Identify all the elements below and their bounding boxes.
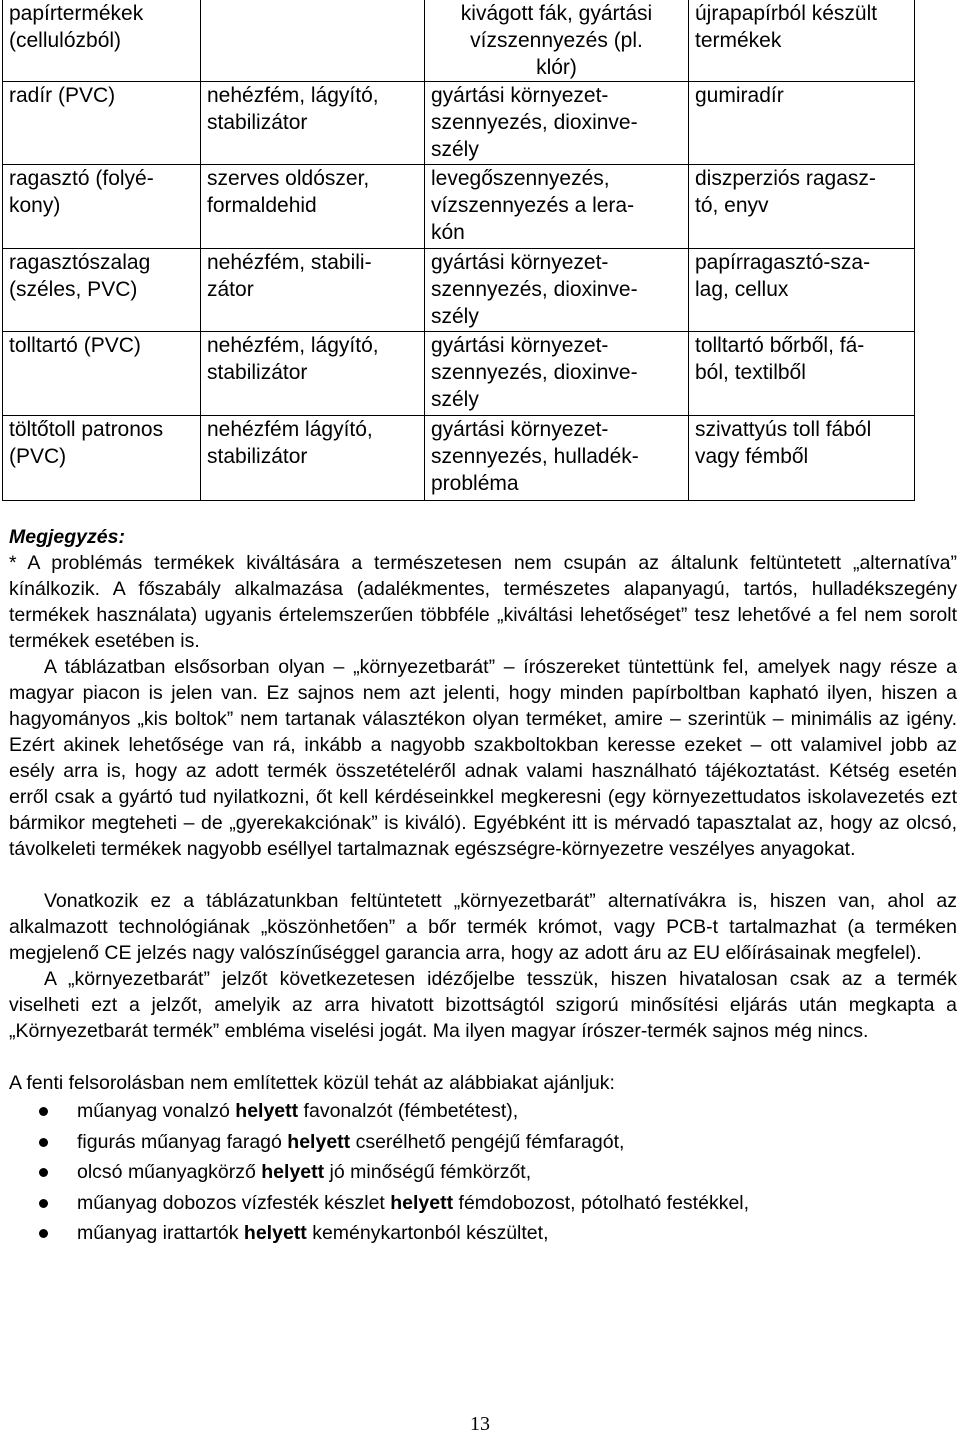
product-cell: papírtermékek (cellulózból) bbox=[3, 0, 201, 82]
product-cell: ragasztó (folyé- kony) bbox=[3, 165, 201, 249]
notes-heading: Megjegyzés: bbox=[9, 526, 125, 548]
page-number: 13 bbox=[470, 1413, 490, 1435]
table-row bbox=[3, 249, 915, 332]
table-row bbox=[3, 165, 915, 249]
environmental-impact-cell: gyártási környezet- szennyezés, dioxinve- szély bbox=[425, 82, 689, 165]
list-item: műanyag irattartók helyett keménykartonból készültet, bbox=[9, 1218, 957, 1249]
alternative-cell: diszperziós ragasz- tó, enyv bbox=[689, 165, 915, 249]
list-item: műanyag dobozos vízfesték készlet helyett fémdobozost, pótolható festékkel, bbox=[9, 1188, 957, 1219]
note-paragraph: A „környezetbarát” jelzőt következetesen idézőjelbe tesszük, hiszen hivatalosan csak az a termék viselheti ezt a jelzőt, amelyik az arra hivatott bizottságtól szigorú minősítési eljárás után megkapta a „Környezetbarát termék” emblémа viselési jogát. Ma ilyen magyar írószer-termék sajnos még nincs. bbox=[9, 968, 957, 1042]
alternative-cell: gumiradír bbox=[689, 82, 915, 165]
recommendation-list bbox=[9, 1096, 957, 1249]
harmful-substance-cell: nehézfém, lágyító, stabilizátor bbox=[201, 82, 425, 165]
product-cell: töltőtoll patronos (PVC) bbox=[3, 416, 201, 501]
table-row bbox=[3, 0, 915, 82]
products-table bbox=[2, 0, 915, 501]
bullet-icon bbox=[39, 1229, 48, 1238]
bullet-icon bbox=[39, 1168, 48, 1177]
list-item: figurás műanyag faragó helyett cserélhető pengéjű fémfaragót, bbox=[9, 1127, 957, 1158]
table-row bbox=[3, 416, 915, 501]
product-cell: tolltartó (PVC) bbox=[3, 332, 201, 416]
recommendation-intro: A fenti felsorolásban nem említettek közül tehát az alábbiakat ajánljuk: bbox=[9, 1072, 615, 1094]
product-cell: ragasztószalag (széles, PVC) bbox=[3, 249, 201, 332]
alternative-cell: tolltartó bőrből, fá- ból, textilből bbox=[689, 332, 915, 416]
environmental-impact-cell: kivágott fák, gyártási vízszennyezés (pl. klór) bbox=[425, 0, 689, 82]
note-paragraph: * A problémás termékek kiváltására a természetesen nem csupán az általunk feltüntetett „alternatíva” kínálkozik. A főszabály alkalmazása (adalékmentes, természetes alapanyagú, tartós, hulladékszegény termékek használata) ugyanis értelemszerűen többféle „kiváltási lehetőséget” tesz lehetővé a fel nem sorolt termékek esetében is. bbox=[9, 552, 957, 652]
bullet-icon bbox=[39, 1107, 48, 1116]
harmful-substance-cell: nehézfém, lágyító, stabilizátor bbox=[201, 332, 425, 416]
alternative-cell: újrapapírból készült termékek bbox=[689, 0, 915, 82]
harmful-substance-cell: szerves oldószer, formaldehid bbox=[201, 165, 425, 249]
list-item: olcsó műanyagkörző helyett jó minőségű fémkörzőt, bbox=[9, 1157, 957, 1188]
environmental-impact-cell: gyártási környezet- szennyezés, dioxinve- szély bbox=[425, 332, 689, 416]
product-cell: radír (PVC) bbox=[3, 82, 201, 165]
environmental-impact-cell: gyártási környezet- szennyezés, hulladék- probléma bbox=[425, 416, 689, 501]
harmful-substance-cell bbox=[201, 0, 425, 82]
list-item: műanyag vonalzó helyett favonalzót (fémbetétest), bbox=[9, 1096, 957, 1127]
notes-section bbox=[9, 524, 957, 1249]
bullet-icon bbox=[39, 1199, 48, 1208]
alternative-cell: szivattyús toll fából vagy fémből bbox=[689, 416, 915, 501]
bullet-icon bbox=[39, 1138, 48, 1147]
note-paragraph: Vonatkozik ez a táblázatunkban feltüntetett „környezetbarát” alternatívákra is, hiszen van, ahol az alkalmazott technológiának „köszönhetően” a bőr termék krómot, vagy PCB-t tartalmazhat (a terméken megjelenő CE jelzés nagy valószínűséggel garancia arra, hogy az adott áru az EU előírásainak megfelel). bbox=[9, 890, 957, 964]
harmful-substance-cell: nehézfém, stabili- zátor bbox=[201, 249, 425, 332]
environmental-impact-cell: gyártási környezet- szennyezés, dioxinve- szély bbox=[425, 249, 689, 332]
table-row bbox=[3, 332, 915, 416]
environmental-impact-cell: levegőszennyezés, vízszennyezés a lera- kón bbox=[425, 165, 689, 249]
harmful-substance-cell: nehézfém lágyító, stabilizátor bbox=[201, 416, 425, 501]
note-paragraph: A táblázatban elsősorban olyan – „környezetbarát” – írószereket tüntettünk fel, amelyek nagy része a magyar piacon is jelen van. Ez sajnos nem azt jelenti, hogy minden papírboltban kapható ilyen, hiszen a hagyományos „kis boltok” nem tartanak választékon olyan terméket, amire – szerintük – minimális az igény. Ezért akinek lehetősége van rá, inkább a nagyobb szakboltokban keresse ezeket – ott valamivel jobb az esély arra is, hogy az adott termék összetételéről adnak valami használható tájékoztatást. Kétség esetén erről csak a gyártó tud nyilatkozni, őt kell kérdéseinkkel megkeresni (egy környezettudatos iskolavezetés ezt bármikor megteheti – de „gyerekakciónak” is kiváló). Egyébként itt is mérvadó tapasztalat az, hogy az olcsó, távolkeleti termékek nagyobb eséllyel tartalmaznak egészségre-környezetre veszélyes anyagokat. bbox=[9, 656, 957, 860]
alternative-cell: papírragasztó-sza- lag, cellux bbox=[689, 249, 915, 332]
table-row bbox=[3, 82, 915, 165]
